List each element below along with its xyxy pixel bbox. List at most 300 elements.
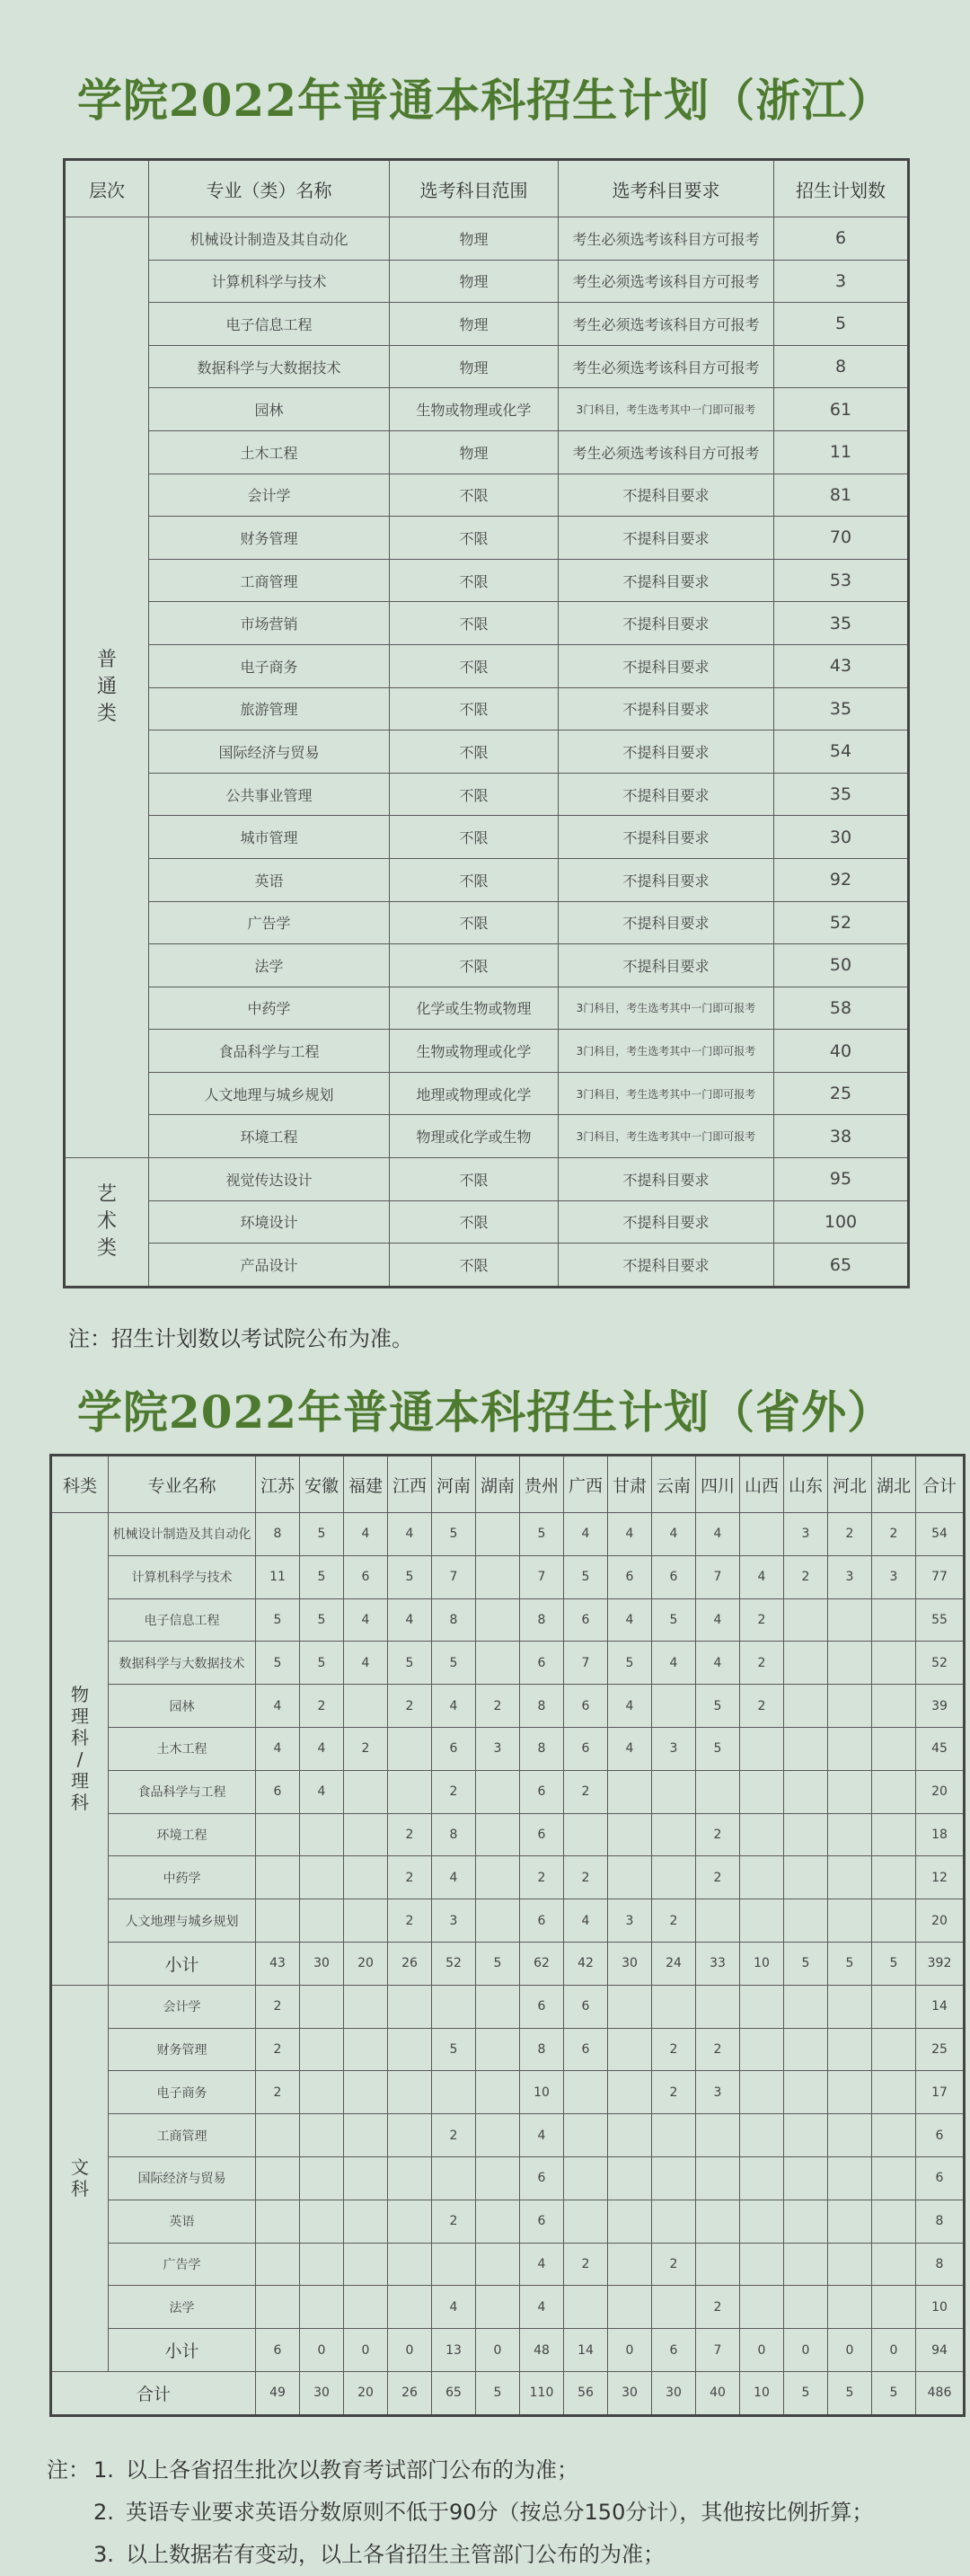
- province-count-cell: [388, 2156, 432, 2200]
- province-count-cell: [256, 2200, 300, 2243]
- province-count-cell: 4: [696, 1513, 740, 1556]
- province-count-cell: [476, 2028, 520, 2071]
- province-count-cell: [344, 2156, 388, 2200]
- row-total-cell: 25: [916, 2028, 965, 2071]
- subject-range-cell: 生物或物理或化学: [390, 388, 559, 431]
- subtotal-cell: 0: [784, 2329, 828, 2372]
- table-row: [51, 1513, 965, 1556]
- table-row: [65, 430, 909, 474]
- province-count-cell: [740, 2200, 784, 2243]
- province-count-cell: 6: [652, 1555, 696, 1598]
- province-count-cell: 2: [388, 1856, 432, 1899]
- province-count-cell: 6: [256, 1770, 300, 1813]
- table-header-row: [65, 160, 909, 217]
- major-name-cell: 电子信息工程: [109, 1598, 256, 1642]
- table-row: [51, 1899, 965, 1943]
- province-count-cell: 6: [520, 1770, 564, 1813]
- subtotal-cell: 0: [828, 2329, 872, 2372]
- major-name-cell: 人文地理与城乡规划: [109, 1899, 256, 1943]
- province-count-cell: [828, 1727, 872, 1770]
- province-count-cell: 4: [432, 1685, 476, 1728]
- subtotal-label: 小计: [109, 2329, 256, 2372]
- province-count-cell: 4: [300, 1770, 344, 1813]
- grand-total-row: [51, 2371, 965, 2415]
- province-count-cell: [828, 1642, 872, 1685]
- province-count-cell: 2: [344, 1727, 388, 1770]
- subtotal-cell: 24: [652, 1942, 696, 1985]
- subject-range-cell: 物理: [390, 260, 559, 303]
- province-count-cell: [300, 1856, 344, 1899]
- major-name-cell: 工商管理: [109, 2114, 256, 2157]
- province-count-cell: [784, 2243, 828, 2286]
- plan-count-cell: 65: [774, 1244, 909, 1288]
- province-count-cell: [256, 2114, 300, 2157]
- province-count-cell: 3: [696, 2071, 740, 2114]
- province-count-cell: 3: [432, 1899, 476, 1943]
- province-count-cell: [828, 1598, 872, 1642]
- province-count-cell: [476, 2200, 520, 2243]
- province-count-cell: [740, 2243, 784, 2286]
- subject-range-cell: 不限: [390, 474, 559, 517]
- major-name-cell: 电子信息工程: [149, 303, 390, 346]
- province-count-cell: 4: [300, 1727, 344, 1770]
- province-count-cell: [256, 2243, 300, 2286]
- note-number: 3.: [93, 2542, 114, 2567]
- subtotal-cell: 5: [784, 1942, 828, 1985]
- province-count-cell: 2: [740, 1598, 784, 1642]
- province-count-cell: 5: [300, 1513, 344, 1556]
- province-count-cell: [872, 1856, 916, 1899]
- province-count-cell: [652, 1685, 696, 1728]
- province-count-cell: 5: [256, 1598, 300, 1642]
- table-row: [65, 388, 909, 431]
- province-count-cell: [608, 2114, 652, 2157]
- table-row: [65, 345, 909, 388]
- province-count-cell: [388, 2286, 432, 2329]
- subtotal-cell: 20: [344, 1942, 388, 1985]
- subject-requirement-cell: 不提科目要求: [559, 858, 774, 901]
- note-number: 1.: [93, 2457, 114, 2483]
- province-count-cell: 2: [872, 1513, 916, 1556]
- plan-count-cell: 8: [774, 345, 909, 388]
- subject-requirement-cell: 不提科目要求: [559, 517, 774, 560]
- table-row: [65, 858, 909, 901]
- province-count-cell: [476, 2071, 520, 2114]
- subject-requirement-cell: 考生必须选考该科目方可报考: [559, 430, 774, 474]
- row-total-cell: 39: [916, 1685, 965, 1728]
- province-count-cell: [740, 1727, 784, 1770]
- plan-count-cell: 6: [774, 217, 909, 261]
- province-count-cell: [784, 1727, 828, 1770]
- subject-requirement-cell: 3门科目，考生选考其中一门即可报考: [559, 388, 774, 431]
- province-count-cell: [872, 1727, 916, 1770]
- province-count-cell: 5: [696, 1685, 740, 1728]
- row-total-cell: 45: [916, 1727, 965, 1770]
- province-count-cell: 11: [256, 1555, 300, 1598]
- header-cell: 甘肃: [608, 1456, 652, 1513]
- province-count-cell: [300, 2114, 344, 2157]
- subject-range-cell: 不限: [390, 559, 559, 602]
- row-total-cell: 8: [916, 2200, 965, 2243]
- major-name-cell: 英语: [149, 858, 390, 901]
- province-count-cell: [256, 1899, 300, 1943]
- subtotal-cell: 0: [872, 2329, 916, 2372]
- header-cell: 广西: [564, 1456, 608, 1513]
- grand-total-cell: 486: [916, 2371, 965, 2415]
- table-row: [51, 2243, 965, 2286]
- province-count-cell: [784, 1685, 828, 1728]
- subject-range-cell: 化学或生物或物理: [390, 987, 559, 1030]
- province-count-cell: [388, 2200, 432, 2243]
- subject-requirement-cell: 考生必须选考该科目方可报考: [559, 260, 774, 303]
- province-count-cell: [784, 2286, 828, 2329]
- subject-requirement-cell: 考生必须选考该科目方可报考: [559, 345, 774, 388]
- province-count-cell: [652, 1813, 696, 1856]
- province-count-cell: 7: [696, 1555, 740, 1598]
- major-name-cell: 广告学: [109, 2243, 256, 2286]
- province-count-cell: 4: [652, 1642, 696, 1685]
- province-count-cell: [740, 1985, 784, 2028]
- plan-count-cell: 25: [774, 1072, 909, 1115]
- major-name-cell: 数据科学与大数据技术: [149, 345, 390, 388]
- subject-range-cell: 物理: [390, 345, 559, 388]
- province-count-cell: 6: [432, 1727, 476, 1770]
- province-count-cell: 2: [256, 2071, 300, 2114]
- subject-range-cell: 地理或物理或化学: [390, 1072, 559, 1115]
- province-count-cell: [784, 1985, 828, 2028]
- subject-requirement-cell: 不提科目要求: [559, 901, 774, 944]
- province-count-cell: 3: [652, 1727, 696, 1770]
- province-count-cell: [784, 1598, 828, 1642]
- province-count-cell: 2: [432, 1770, 476, 1813]
- table-row: [65, 944, 909, 987]
- province-count-cell: [784, 2200, 828, 2243]
- province-count-cell: [388, 2243, 432, 2286]
- row-total-cell: 55: [916, 1598, 965, 1642]
- subject-range-cell: 不限: [390, 517, 559, 560]
- province-count-cell: [344, 2114, 388, 2157]
- row-total-cell: 10: [916, 2286, 965, 2329]
- province-count-cell: 4: [696, 1642, 740, 1685]
- province-count-cell: [652, 1770, 696, 1813]
- subject-range-cell: 不限: [390, 816, 559, 859]
- province-count-cell: 2: [696, 1856, 740, 1899]
- province-count-cell: 6: [520, 1813, 564, 1856]
- header-cell: 河南: [432, 1456, 476, 1513]
- major-name-cell: 园林: [149, 388, 390, 431]
- province-count-cell: [652, 2286, 696, 2329]
- major-name-cell: 市场营销: [149, 602, 390, 645]
- plan-count-cell: 30: [774, 816, 909, 859]
- subtotal-cell: 43: [256, 1942, 300, 1985]
- province-count-cell: [256, 2286, 300, 2329]
- subtotal-cell: 7: [696, 2329, 740, 2372]
- other-provinces-plan-table: [49, 1454, 966, 2417]
- province-count-cell: 4: [564, 1513, 608, 1556]
- table-row: [51, 1685, 965, 1728]
- subject-requirement-cell: 3门科目，考生选考其中一门即可报考: [559, 1115, 774, 1158]
- subject-range-cell: 物理: [390, 303, 559, 346]
- province-count-cell: [740, 2156, 784, 2200]
- province-count-cell: 2: [388, 1899, 432, 1943]
- subject-requirement-cell: 不提科目要求: [559, 816, 774, 859]
- table-row: [51, 1985, 965, 2028]
- province-count-cell: [344, 1685, 388, 1728]
- province-count-cell: [784, 2114, 828, 2157]
- province-count-cell: 5: [432, 2028, 476, 2071]
- province-count-cell: [300, 1813, 344, 1856]
- major-name-cell: 计算机科学与技术: [109, 1555, 256, 1598]
- province-count-cell: [828, 1685, 872, 1728]
- province-count-cell: [476, 1513, 520, 1556]
- province-count-cell: 5: [652, 1598, 696, 1642]
- province-count-cell: 2: [476, 1685, 520, 1728]
- province-count-cell: [608, 1985, 652, 2028]
- province-count-cell: [344, 2071, 388, 2114]
- province-count-cell: 2: [388, 1685, 432, 1728]
- province-count-cell: 5: [388, 1555, 432, 1598]
- subtotal-row: [51, 2329, 965, 2372]
- province-count-cell: [652, 1856, 696, 1899]
- province-count-cell: [300, 1985, 344, 2028]
- note-item: [47, 2492, 873, 2534]
- subject-requirement-cell: 考生必须选考该科目方可报考: [559, 303, 774, 346]
- subject-range-cell: 生物或物理或化学: [390, 1030, 559, 1073]
- province-count-cell: [432, 2071, 476, 2114]
- province-count-cell: [476, 1813, 520, 1856]
- note-number: 2.: [93, 2500, 114, 2525]
- province-count-cell: [344, 2243, 388, 2286]
- province-count-cell: 8: [432, 1598, 476, 1642]
- province-count-cell: [872, 1642, 916, 1685]
- province-count-cell: [784, 1770, 828, 1813]
- province-count-cell: 2: [652, 2071, 696, 2114]
- province-count-cell: [740, 1856, 784, 1899]
- province-count-cell: 4: [344, 1598, 388, 1642]
- province-count-cell: [300, 2243, 344, 2286]
- row-total-cell: 6: [916, 2114, 965, 2157]
- province-count-cell: [784, 1642, 828, 1685]
- table-row: [65, 474, 909, 517]
- grand-total-cell: 110: [520, 2371, 564, 2415]
- subtotal-cell: 6: [256, 2329, 300, 2372]
- province-count-cell: [344, 1899, 388, 1943]
- province-count-cell: [608, 1856, 652, 1899]
- province-count-cell: [344, 2286, 388, 2329]
- province-count-cell: 5: [256, 1642, 300, 1685]
- note-item: [47, 2449, 873, 2492]
- subtotal-cell: 33: [696, 1942, 740, 1985]
- subject-range-cell: 不限: [390, 901, 559, 944]
- province-count-cell: 6: [564, 1727, 608, 1770]
- subject-range-cell: 不限: [390, 730, 559, 774]
- province-count-cell: [256, 1856, 300, 1899]
- province-count-cell: [872, 1899, 916, 1943]
- subtotal-cell: 10: [740, 1942, 784, 1985]
- major-name-cell: 食品科学与工程: [109, 1770, 256, 1813]
- province-count-cell: [828, 2243, 872, 2286]
- province-count-cell: [652, 2114, 696, 2157]
- province-count-cell: [344, 1856, 388, 1899]
- province-count-cell: 2: [256, 2028, 300, 2071]
- plan-count-cell: 58: [774, 987, 909, 1030]
- major-name-cell: 数据科学与大数据技术: [109, 1642, 256, 1685]
- grand-total-cell: 10: [740, 2371, 784, 2415]
- major-name-cell: 法学: [149, 944, 390, 987]
- note-text: 英语专业要求英语分数原则不低于90分（按总分150分计），其他按比例折算；: [126, 2500, 874, 2525]
- zhejiang-note: 注：招生计划数以考试院公布为准。: [68, 1326, 413, 1351]
- category-label: 艺 术 类: [65, 1158, 149, 1288]
- province-count-cell: [476, 1985, 520, 2028]
- province-count-cell: [256, 1813, 300, 1856]
- major-name-cell: 土木工程: [109, 1727, 256, 1770]
- plan-count-cell: 53: [774, 559, 909, 602]
- province-count-cell: [740, 2028, 784, 2071]
- province-count-cell: [608, 2286, 652, 2329]
- province-count-cell: [608, 1770, 652, 1813]
- province-count-cell: [432, 2243, 476, 2286]
- subject-range-cell: 不限: [390, 1244, 559, 1288]
- province-count-cell: [388, 2071, 432, 2114]
- province-count-cell: [696, 1985, 740, 2028]
- subtotal-cell: 52: [432, 1942, 476, 1985]
- province-count-cell: 2: [300, 1685, 344, 1728]
- province-count-cell: [872, 2286, 916, 2329]
- major-name-cell: 人文地理与城乡规划: [149, 1072, 390, 1115]
- table-row: [51, 1555, 965, 1598]
- subject-range-cell: 不限: [390, 944, 559, 987]
- province-count-cell: [344, 1770, 388, 1813]
- plan-count-cell: 81: [774, 474, 909, 517]
- province-count-cell: 4: [388, 1513, 432, 1556]
- category-label: 普 通 类: [65, 217, 149, 1158]
- province-count-cell: 4: [696, 1598, 740, 1642]
- row-total-cell: 12: [916, 1856, 965, 1899]
- province-count-cell: [696, 1770, 740, 1813]
- major-name-cell: 机械设计制造及其自动化: [109, 1513, 256, 1556]
- province-count-cell: [300, 2156, 344, 2200]
- major-name-cell: 国际经济与贸易: [109, 2156, 256, 2200]
- grand-total-cell: 49: [256, 2371, 300, 2415]
- table-row: [65, 687, 909, 730]
- subject-range-cell: 物理或化学或生物: [390, 1115, 559, 1158]
- subtotal-cell: 0: [476, 2329, 520, 2372]
- table-row: [65, 1072, 909, 1115]
- table-row: [65, 1115, 909, 1158]
- subtotal-cell: 5: [476, 1942, 520, 1985]
- header-cell: 湖北: [872, 1456, 916, 1513]
- province-count-cell: [872, 1770, 916, 1813]
- province-count-cell: [740, 2114, 784, 2157]
- province-count-cell: [564, 2156, 608, 2200]
- subtotal-cell: 48: [520, 2329, 564, 2372]
- note-prefix: 注：: [47, 2457, 90, 2483]
- province-count-cell: 5: [300, 1555, 344, 1598]
- grand-total-cell: 20: [344, 2371, 388, 2415]
- header-cell: 招生计划数: [774, 160, 909, 217]
- row-total-cell: 17: [916, 2071, 965, 2114]
- province-count-cell: [564, 1813, 608, 1856]
- province-count-cell: 6: [564, 1985, 608, 2028]
- header-cell: 合计: [916, 1456, 965, 1513]
- plan-count-cell: 43: [774, 644, 909, 687]
- plan-count-cell: 35: [774, 602, 909, 645]
- header-cell: 贵州: [520, 1456, 564, 1513]
- major-name-cell: 中药学: [149, 987, 390, 1030]
- subtotal-cell: 0: [300, 2329, 344, 2372]
- grand-total-cell: 30: [652, 2371, 696, 2415]
- province-count-cell: [872, 2028, 916, 2071]
- subject-range-cell: 不限: [390, 1200, 559, 1244]
- major-name-cell: 财务管理: [109, 2028, 256, 2071]
- subject-range-cell: 不限: [390, 602, 559, 645]
- page-title-other-provinces: 学院2022年普通本科招生计划（省外）: [76, 1385, 894, 1438]
- subject-requirement-cell: 不提科目要求: [559, 602, 774, 645]
- province-count-cell: 6: [520, 2156, 564, 2200]
- plan-count-cell: 35: [774, 687, 909, 730]
- province-count-cell: [740, 1813, 784, 1856]
- province-count-cell: 2: [564, 1856, 608, 1899]
- table-row: [51, 2200, 965, 2243]
- row-total-cell: 77: [916, 1555, 965, 1598]
- table-row: [51, 2071, 965, 2114]
- province-count-cell: [476, 2243, 520, 2286]
- province-count-cell: [388, 1985, 432, 2028]
- major-name-cell: 食品科学与工程: [149, 1030, 390, 1073]
- major-name-cell: 公共事业管理: [149, 773, 390, 816]
- province-count-cell: [300, 2071, 344, 2114]
- province-count-cell: 5: [432, 1642, 476, 1685]
- province-count-cell: 4: [652, 1513, 696, 1556]
- table-row: [51, 1642, 965, 1685]
- subject-requirement-cell: 不提科目要求: [559, 773, 774, 816]
- row-total-cell: 14: [916, 1985, 965, 2028]
- province-count-cell: 2: [520, 1856, 564, 1899]
- province-count-cell: [828, 2114, 872, 2157]
- province-count-cell: 8: [520, 1598, 564, 1642]
- province-count-cell: [740, 1770, 784, 1813]
- major-name-cell: 电子商务: [109, 2071, 256, 2114]
- table-row: [65, 517, 909, 560]
- subject-requirement-cell: 不提科目要求: [559, 644, 774, 687]
- province-count-cell: [696, 2243, 740, 2286]
- table-row: [51, 1813, 965, 1856]
- province-count-cell: [476, 1555, 520, 1598]
- table-row: [51, 1770, 965, 1813]
- major-name-cell: 环境设计: [149, 1200, 390, 1244]
- province-count-cell: 2: [784, 1555, 828, 1598]
- province-count-cell: [828, 2286, 872, 2329]
- province-count-cell: [872, 2200, 916, 2243]
- province-count-cell: 7: [564, 1642, 608, 1685]
- subject-range-cell: 物理: [390, 217, 559, 261]
- table-row: [65, 901, 909, 944]
- plan-count-cell: 5: [774, 303, 909, 346]
- major-name-cell: 环境工程: [109, 1813, 256, 1856]
- major-name-cell: 园林: [109, 1685, 256, 1728]
- header-cell: 河北: [828, 1456, 872, 1513]
- plan-count-cell: 100: [774, 1200, 909, 1244]
- province-count-cell: 4: [608, 1513, 652, 1556]
- subtotal-cell: 30: [300, 1942, 344, 1985]
- subject-requirement-cell: 不提科目要求: [559, 687, 774, 730]
- province-count-cell: [784, 1856, 828, 1899]
- province-count-cell: 2: [256, 1985, 300, 2028]
- note-text: 以上数据若有变动，以上各省招生主管部门公布的为准；: [126, 2542, 665, 2567]
- major-name-cell: 国际经济与贸易: [149, 730, 390, 774]
- province-count-cell: 2: [564, 1770, 608, 1813]
- province-count-cell: [388, 1727, 432, 1770]
